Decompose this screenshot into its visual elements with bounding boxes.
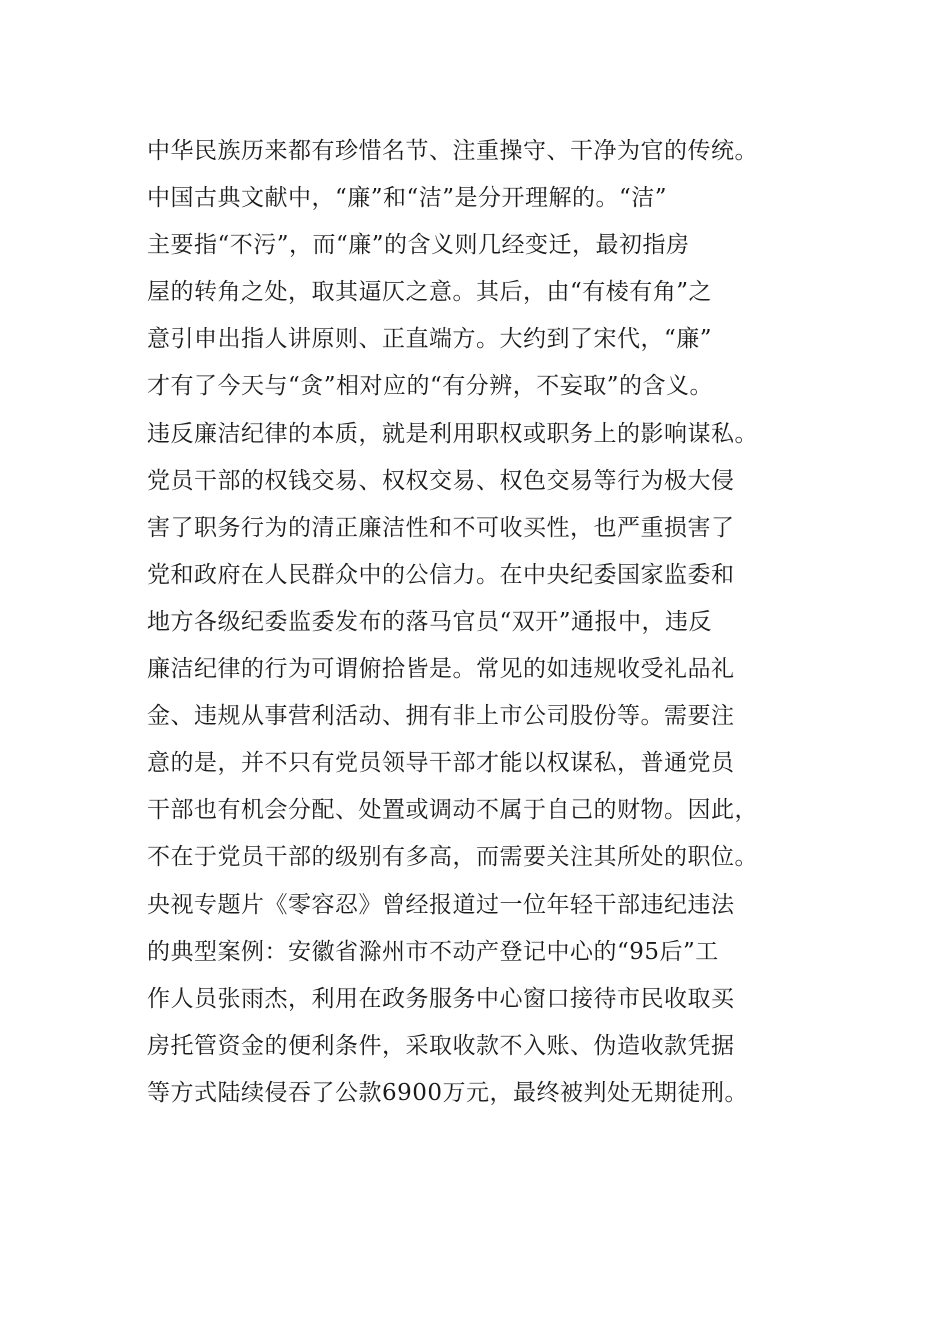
text-line: 才有了今天与“贪”相对应的“有分辨，不妄取”的含义。 (147, 373, 714, 400)
text-line: 意的是，并不只有党员领导干部才能以权谋私，普通党员 (147, 750, 735, 777)
text-line: 屋的转角之处，取其逼仄之意。其后，由“有棱有角”之 (147, 279, 713, 306)
text-line: 廉洁纪律的行为可谓俯拾皆是。常见的如违规收受礼品礼 (147, 656, 735, 683)
body-text (147, 128, 807, 1117)
text-line: 意引申出指人讲原则、正直端方。大约到了宋代，“廉” (147, 326, 713, 353)
text-line: 中国古典文献中，“廉”和“洁”是分开理解的。“洁” (147, 185, 668, 212)
text-line: 金、违规从事营利活动、拥有非上市公司股份等。需要注 (147, 703, 735, 730)
text-line: 主要指“不污”，而“廉”的含义则几经变迁，最初指房 (147, 232, 690, 259)
text-line: 等方式陆续侵吞了公款6900万元，最终被判处无期徒刑。 (147, 1079, 749, 1106)
text-line: 害了职务行为的清正廉洁性和不可收买性，也严重损害了 (147, 514, 735, 541)
text-line: 违反廉洁纪律的本质，就是利用职权或职务上的影响谋私。 (147, 420, 758, 447)
text-line: 中华民族历来都有珍惜名节、注重操守、干净为官的传统。 (147, 138, 758, 164)
text-line: 的典型案例：安徽省滁州市不动产登记中心的“95后”工 (147, 938, 719, 965)
text-line: 党和政府在人民群众中的公信力。在中央纪委国家监委和 (147, 561, 735, 588)
text-line: 不在于党员干部的级别有多高，而需要关注其所处的职位。 (147, 844, 758, 871)
text-line: 作人员张雨杰，利用在政务服务中心窗口接待市民收取买 (147, 985, 735, 1012)
text-line: 党员干部的权钱交易、权权交易、权色交易等行为极大侵 (147, 467, 735, 494)
text-line: 地方各级纪委监委发布的落马官员“双开”通报中，违反 (147, 608, 713, 635)
text-line: 房托管资金的便利条件，采取收款不入账、伪造收款凭据 (147, 1032, 735, 1059)
text-line: 干部也有机会分配、处置或调动不属于自己的财物。因此， (147, 797, 758, 824)
text-line: 央视专题片《零容忍》曾经报道过一位年轻干部违纪违法 (147, 891, 735, 918)
